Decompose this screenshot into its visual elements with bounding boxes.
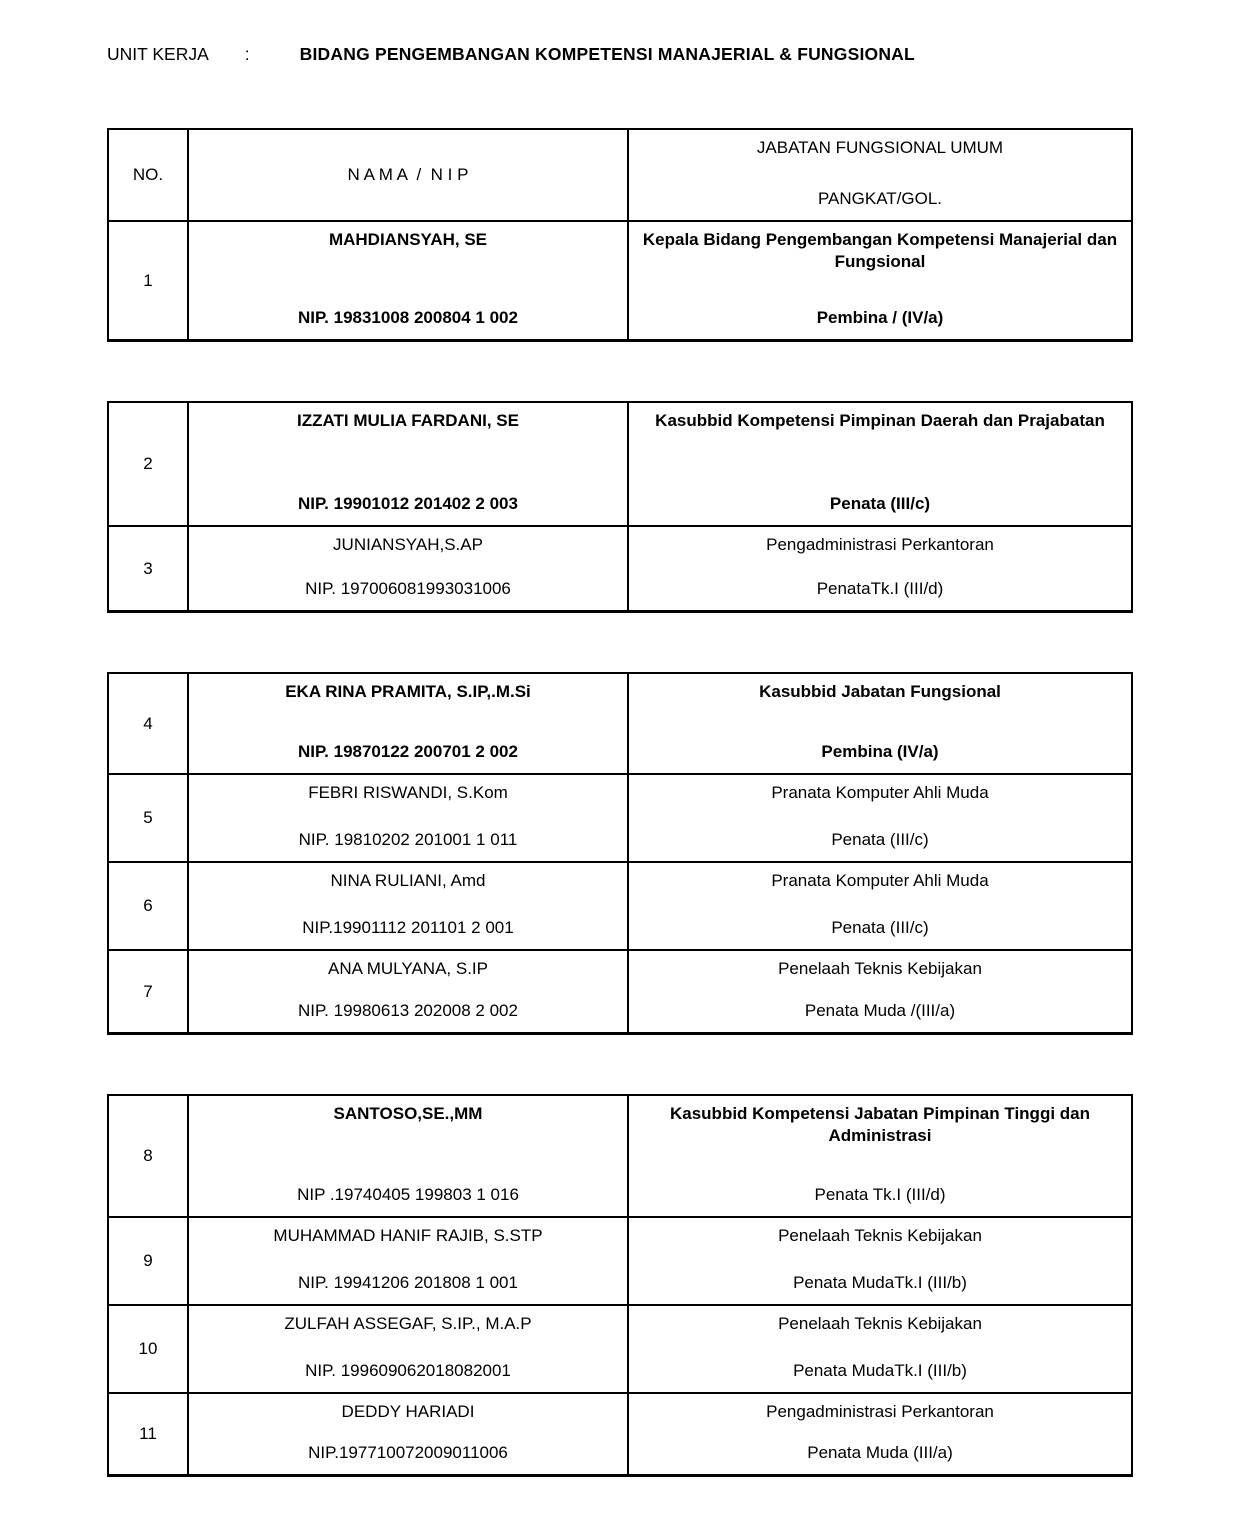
- person-nip: NIP. 199609062018082001: [305, 1361, 511, 1380]
- row-number: 9: [143, 1251, 153, 1270]
- pangkat-text: Penata (III/c): [829, 494, 931, 513]
- pangkat-text: PenataTk.I (III/d): [816, 579, 944, 598]
- table-block-1: [107, 128, 1133, 342]
- nama-nip-column-header: [189, 130, 629, 220]
- person-nip: NIP.19901112 201101 2 001: [302, 918, 514, 937]
- unit-kerja-label: UNIT KERJA: [107, 44, 209, 64]
- jabatan-text: Penelaah Teknis Kebijakan: [778, 959, 982, 978]
- pangkat-text: Penata Muda /(III/a): [804, 1001, 956, 1020]
- jabatan-text: Pengadministrasi Perkantoran: [766, 535, 994, 554]
- person-name: FEBRI RISWANDI, S.Kom: [308, 783, 508, 802]
- table-row-9: [109, 1216, 1131, 1304]
- jabatan-pangkat-cell: [629, 1096, 1131, 1216]
- jabatan-text: Pranata Komputer Ahli Muda: [771, 871, 989, 890]
- person-nip: NIP. 19810202 201001 1 011: [298, 830, 518, 849]
- nama-header-label: N A M A / N I P: [347, 165, 469, 184]
- table-block-3: [107, 672, 1133, 1035]
- row-number: 1: [143, 270, 153, 290]
- jabatan-text: Kasubbid Kompetensi Pimpinan Daerah dan Prajabatan: [655, 411, 1105, 430]
- row-number: 6: [143, 896, 153, 915]
- row-number-cell: [109, 674, 189, 773]
- person-nip: NIP. 19941206 201808 1 001: [298, 1273, 518, 1292]
- person-name: JUNIANSYAH,S.AP: [333, 535, 483, 554]
- row-number: 10: [138, 1339, 158, 1358]
- pangkat-text: Pembina / (IV/a): [816, 308, 944, 327]
- unit-kerja-separator: :: [244, 44, 250, 64]
- pangkat-text: Penata MudaTk.I (III/b): [793, 1273, 967, 1292]
- person-name: SANTOSO,SE.,MM: [333, 1104, 483, 1123]
- person-name: IZZATI MULIA FARDANI, SE: [297, 411, 519, 430]
- person-name: NINA RULIANI, Amd: [330, 871, 486, 890]
- table-row-6: [109, 861, 1131, 949]
- table-row-10: [109, 1304, 1131, 1392]
- row-number-cell: [109, 1394, 189, 1474]
- person-nip: NIP. 19901012 201402 2 003: [298, 494, 518, 513]
- document-header: [107, 42, 915, 66]
- nama-nip-cell: [189, 775, 629, 861]
- nama-nip-cell: [189, 1306, 629, 1392]
- row-number: 11: [139, 1424, 157, 1443]
- jabatan-text: Pengadministrasi Perkantoran: [766, 1402, 994, 1421]
- jabatan-text: Kasubbid Jabatan Fungsional: [759, 682, 1001, 701]
- nama-nip-cell: [189, 403, 629, 525]
- nama-nip-cell: [189, 527, 629, 610]
- jabatan-pangkat-cell: [629, 775, 1131, 861]
- jabatan-pangkat-cell: [629, 951, 1131, 1032]
- jabatan-pangkat-cell: [629, 1306, 1131, 1392]
- nama-nip-cell: [189, 1218, 629, 1304]
- person-nip: NIP.197710072009011006: [308, 1443, 508, 1462]
- person-name: DEDDY HARIADI: [341, 1402, 475, 1421]
- nama-nip-cell: [189, 1394, 629, 1474]
- row-number: 5: [143, 808, 153, 827]
- jabatan-pangkat-cell: [629, 527, 1131, 610]
- person-nip: NIP. 19980613 202008 2 002: [298, 1001, 518, 1020]
- person-nip: NIP .19740405 199803 1 016: [297, 1185, 519, 1204]
- person-name: EKA RINA PRAMITA, S.IP,.M.Si: [285, 682, 531, 701]
- jabatan-header-bottom-label: PANGKAT/GOL.: [817, 189, 943, 208]
- jabatan-header-top-label: JABATAN FUNGSIONAL UMUM: [756, 138, 1004, 157]
- table-row-4: [109, 674, 1131, 773]
- row-number-cell: [109, 1218, 189, 1304]
- personnel-tables: [107, 128, 1133, 1536]
- jabatan-text: Kepala Bidang Pengembangan Kompetensi Manajerial dan Fungsional: [642, 230, 1118, 271]
- jabatan-column-header: [629, 130, 1131, 220]
- table-row-3: [109, 525, 1131, 610]
- nama-nip-cell: [189, 863, 629, 949]
- nama-nip-cell: [189, 951, 629, 1032]
- table-block-2: [107, 401, 1133, 613]
- table-row-1: [109, 220, 1131, 339]
- row-number-cell: [109, 527, 189, 610]
- table-row-7: [109, 949, 1131, 1032]
- row-number: 3: [143, 558, 153, 578]
- jabatan-pangkat-cell: [629, 674, 1131, 773]
- table-row-2: [109, 403, 1131, 525]
- table-row-8: [109, 1096, 1131, 1216]
- row-number-cell: [109, 1096, 189, 1216]
- pangkat-text: Penata (III/c): [831, 918, 929, 937]
- row-number: 4: [143, 713, 153, 733]
- pangkat-text: Penata Muda (III/a): [807, 1443, 953, 1462]
- table-block-4: [107, 1094, 1133, 1477]
- no-header-label: NO.: [132, 165, 164, 184]
- jabatan-pangkat-cell: [629, 222, 1131, 339]
- person-nip: NIP. 197006081993031006: [305, 579, 511, 598]
- person-name: MUHAMMAD HANIF RAJIB, S.STP: [273, 1226, 543, 1245]
- row-number-cell: [109, 775, 189, 861]
- jabatan-text: Kasubbid Kompetensi Jabatan Pimpinan Tinggi dan Administrasi: [669, 1104, 1090, 1145]
- jabatan-text: Penelaah Teknis Kebijakan: [778, 1314, 982, 1333]
- table-row-11: [109, 1392, 1131, 1474]
- row-number-cell: [109, 222, 189, 339]
- pangkat-text: Pembina (IV/a): [821, 742, 939, 761]
- row-number-cell: [109, 951, 189, 1032]
- nama-nip-cell: [189, 1096, 629, 1216]
- nama-nip-cell: [189, 222, 629, 339]
- table-header-row: [109, 130, 1131, 220]
- jabatan-pangkat-cell: [629, 403, 1131, 525]
- row-number: 2: [143, 454, 153, 473]
- pangkat-text: Penata Tk.I (III/d): [814, 1185, 946, 1204]
- unit-kerja-title: BIDANG PENGEMBANGAN KOMPETENSI MANAJERIAL & FUNGSIONAL: [299, 44, 915, 64]
- no-column-header: [109, 130, 189, 220]
- jabatan-text: Penelaah Teknis Kebijakan: [778, 1226, 982, 1245]
- person-name: ZULFAH ASSEGAF, S.IP., M.A.P: [284, 1314, 532, 1333]
- jabatan-pangkat-cell: [629, 1218, 1131, 1304]
- table-row-5: [109, 773, 1131, 861]
- jabatan-text: Pranata Komputer Ahli Muda: [771, 783, 989, 802]
- person-nip: NIP. 19831008 200804 1 002: [298, 308, 518, 327]
- nama-nip-cell: [189, 674, 629, 773]
- row-number: 8: [143, 1146, 153, 1165]
- pangkat-text: Penata MudaTk.I (III/b): [793, 1361, 967, 1380]
- jabatan-pangkat-cell: [629, 863, 1131, 949]
- pangkat-text: Penata (III/c): [831, 830, 929, 849]
- person-name: ANA MULYANA, S.IP: [328, 959, 488, 978]
- person-nip: NIP. 19870122 200701 2 002: [298, 742, 518, 761]
- row-number-cell: [109, 863, 189, 949]
- jabatan-pangkat-cell: [629, 1394, 1131, 1474]
- row-number-cell: [109, 403, 189, 525]
- row-number: 7: [143, 981, 153, 1001]
- row-number-cell: [109, 1306, 189, 1392]
- person-name: MAHDIANSYAH, SE: [328, 230, 488, 249]
